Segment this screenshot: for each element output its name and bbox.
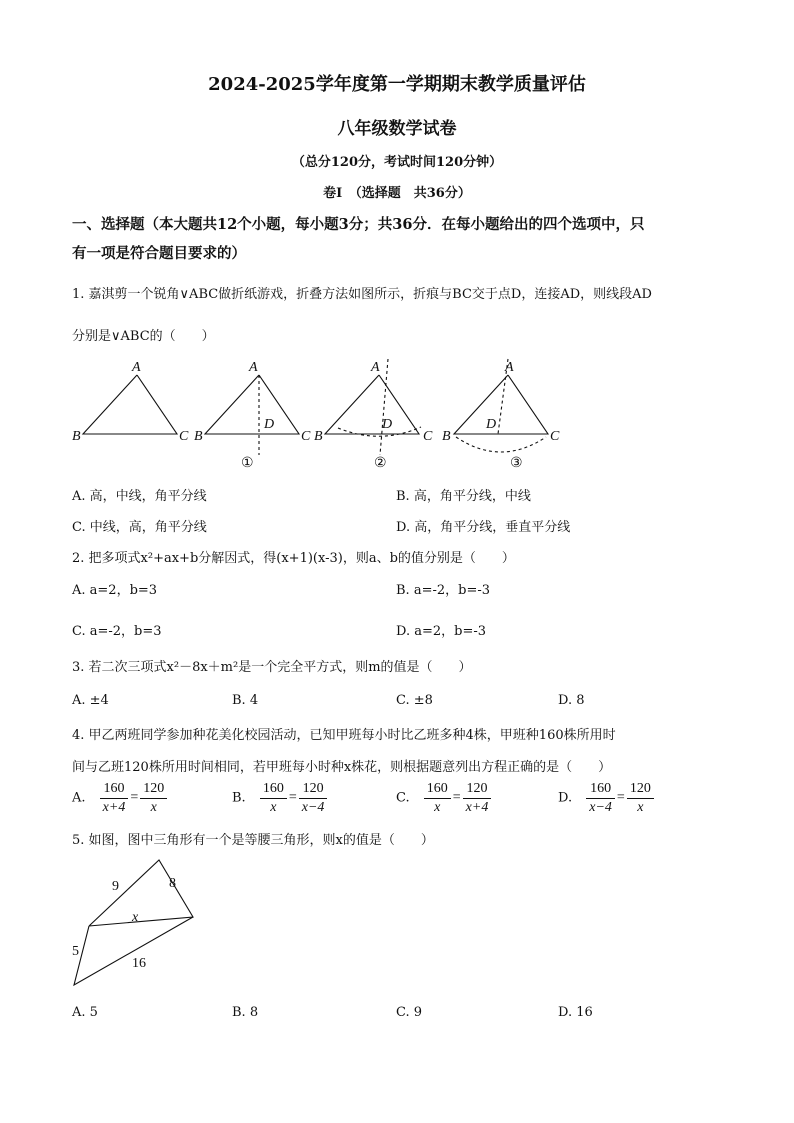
q1-figure-number-3: ③ — [510, 456, 523, 471]
q4-option-c-left-fraction: $\frac{160}{x}$ — [424, 780, 451, 816]
q4-option-b[interactable]: B. $\frac{160}{x}$ = $\frac{120}{x-4}$ — [232, 780, 327, 816]
exam-info: （总分120分，考试时间120分钟） — [291, 155, 503, 170]
q5-option-d[interactable]: D. 16 — [558, 1005, 593, 1020]
q5-side-9: 9 — [112, 879, 119, 894]
q1-figure-number-1: ① — [241, 456, 254, 471]
q1-label-a3: A — [371, 360, 380, 375]
q4-option-d[interactable]: D. $\frac{160}{x-4}$ = $\frac{120}{x}$ — [558, 780, 654, 816]
q1-label-b4: B — [442, 429, 451, 444]
q1-label-d2: D — [264, 417, 275, 432]
section-heading-line2: 有一项是符合题目要求的） — [72, 245, 246, 262]
q4-option-a-label: A. — [72, 790, 86, 806]
q1-label-a1: A — [132, 360, 141, 375]
q4-option-b-left-fraction: $\frac{160}{x}$ — [260, 780, 287, 816]
q1-label-a2: A — [249, 360, 258, 375]
q4-option-a-left-fraction: $\frac{160}{x+4}$ — [100, 780, 129, 816]
q5-side-16: 16 — [132, 956, 146, 971]
q4-option-d-right-fraction: $\frac{120}{x}$ — [627, 780, 654, 816]
q1-option-c[interactable]: C. 中线，高，角平分线 — [72, 520, 207, 535]
q1-option-d[interactable]: D. 高，角平分线，垂直平分线 — [396, 520, 571, 535]
q5-option-a[interactable]: A. 5 — [72, 1005, 98, 1020]
q1-label-b2: B — [194, 429, 203, 444]
q5-option-b[interactable]: B. 8 — [232, 1005, 259, 1020]
q3-stem: 3. 若二次三项式x²－8x＋m²是一个完全平方式，则m的值是（ ） — [72, 660, 472, 675]
q4-option-c-right-fraction: $\frac{120}{x+4}$ — [463, 780, 492, 816]
q5-stem: 5. 如图，图中三角形有一个是等腰三角形，则x的值是（ ） — [72, 833, 434, 848]
q1-label-d4: D — [486, 417, 497, 432]
q3-option-c[interactable]: C. ±8 — [396, 693, 433, 708]
q2-option-b[interactable]: B. a=-2，b=-3 — [396, 583, 491, 598]
q1-stem-line1: 1. 嘉淇剪一个锐角∨ABC做折纸游戏，折叠方法如图所示，折痕与BC交于点D，连接AD，则线段AD — [72, 287, 652, 302]
q1-folding-figure — [68, 355, 578, 475]
q1-label-b3: B — [314, 429, 323, 444]
q5-side-8: 8 — [169, 876, 176, 891]
q4-option-c-label: C. — [396, 790, 410, 806]
q2-option-a[interactable]: A. a=2，b=3 — [72, 583, 158, 598]
q4-option-a[interactable]: A. $\frac{160}{x+4}$ = $\frac{120}{x}$ — [72, 780, 167, 816]
q1-label-c2: C — [301, 429, 311, 444]
q1-label-c4: C — [550, 429, 560, 444]
q3-option-b[interactable]: B. 4 — [232, 693, 259, 708]
q2-option-d[interactable]: D. a=2，b=-3 — [396, 624, 487, 639]
q1-option-b[interactable]: B. 高，角平分线，中线 — [396, 489, 531, 504]
q1-label-b1: B — [72, 429, 81, 444]
q5-side-5: 5 — [72, 944, 79, 959]
q3-option-a[interactable]: A. ±4 — [72, 693, 109, 708]
q4-stem-line1: 4. 甲乙两班同学参加种花美化校园活动，已知甲班每小时比乙班多种4株，甲班种160株所用时 — [72, 728, 616, 743]
volume-heading: 卷I （选择题 共36分） — [323, 186, 471, 201]
q3-option-d[interactable]: D. 8 — [558, 693, 585, 708]
q4-option-b-right-fraction: $\frac{120}{x-4}$ — [299, 780, 328, 816]
q1-label-a4: A — [505, 360, 514, 375]
q4-stem-line2: 间与乙班120株所用时间相同，若甲班每小时种x株花，则根据题意列出方程正确的是（ ） — [72, 760, 612, 775]
q2-stem: 2. 把多项式x²+ax+b分解因式，得(x+1)(x-3)，则a、b的值分别是（ ） — [72, 551, 515, 566]
q5-option-c[interactable]: C. 9 — [396, 1005, 423, 1020]
q1-figure-number-2: ② — [374, 456, 387, 471]
q4-option-b-label: B. — [232, 790, 246, 806]
q1-label-c3: C — [423, 429, 433, 444]
exam-title: 2024-2025学年度第一学期期末教学质量评估 — [208, 74, 586, 95]
q4-option-d-label: D. — [558, 790, 573, 806]
q1-label-d3: D — [382, 417, 393, 432]
q5-triangle-figure — [68, 855, 208, 995]
section-heading-line1: 一、选择题（本大题共12个小题，每小题3分；共36分．在每小题给出的四个选项中，只 — [72, 216, 645, 233]
q4-option-c[interactable]: C. $\frac{160}{x}$ = $\frac{120}{x+4}$ — [396, 780, 491, 816]
q5-side-x: x — [132, 910, 139, 925]
exam-subtitle: 八年级数学试卷 — [337, 119, 457, 139]
q2-option-c[interactable]: C. a=-2，b=3 — [72, 624, 162, 639]
q1-label-c1: C — [179, 429, 189, 444]
q1-option-a[interactable]: A. 高，中线，角平分线 — [72, 489, 207, 504]
q4-option-d-left-fraction: $\frac{160}{x-4}$ — [586, 780, 615, 816]
q1-stem-line2: 分别是∨ABC的（ ） — [72, 329, 215, 344]
q4-option-a-right-fraction: $\frac{120}{x}$ — [140, 780, 167, 816]
